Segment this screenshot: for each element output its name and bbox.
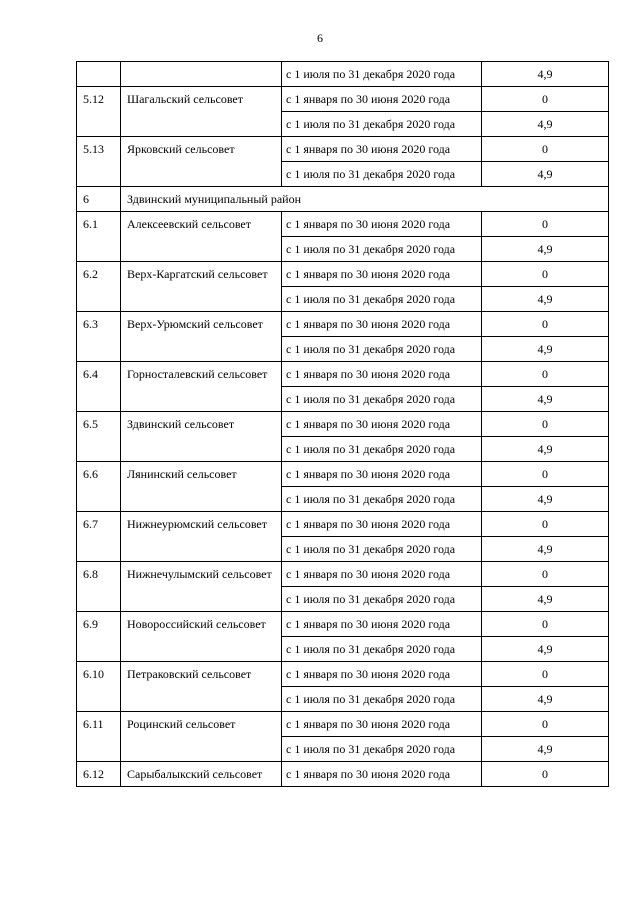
rate-cell: 4,9 [482,387,609,412]
period-cell: с 1 января по 30 июня 2020 года [282,312,482,337]
period-cell: с 1 января по 30 июня 2020 года [282,212,482,237]
code-cell: 6.9 [77,612,121,662]
rate-cell: 4,9 [482,237,609,262]
rate-cell: 0 [482,362,609,387]
rate-cell: 4,9 [482,487,609,512]
period-cell: с 1 января по 30 июня 2020 года [282,562,482,587]
period-cell: с 1 января по 30 июня 2020 года [282,762,482,787]
name-cell: Нижнечулымский сельсовет [121,562,282,612]
table-row [77,612,609,637]
rate-cell: 4,9 [482,62,609,87]
rate-cell: 0 [482,712,609,737]
table-row [77,562,609,587]
period-cell: с 1 июля по 31 декабря 2020 года [282,337,482,362]
table-row [77,662,609,687]
table-row [77,762,609,787]
name-cell: Роцинский сельсовет [121,712,282,762]
table-row [77,712,609,737]
name-cell: Горносталевский сельсовет [121,362,282,412]
code-cell: 6.5 [77,412,121,462]
rate-cell: 4,9 [482,537,609,562]
period-cell: с 1 января по 30 июня 2020 года [282,662,482,687]
code-cell: 6.2 [77,262,121,312]
rate-cell: 0 [482,87,609,112]
period-cell: с 1 января по 30 июня 2020 года [282,712,482,737]
table-row [77,512,609,537]
name-cell: Шагальский сельсовет [121,87,282,137]
name-cell: Ярковский сельсовет [121,137,282,187]
code-cell: 6.10 [77,662,121,712]
table-row [77,87,609,112]
code-cell: 6.7 [77,512,121,562]
period-cell: с 1 июля по 31 декабря 2020 года [282,737,482,762]
period-cell: с 1 июля по 31 декабря 2020 года [282,287,482,312]
period-cell: с 1 июля по 31 декабря 2020 года [282,162,482,187]
code-cell: 6.3 [77,312,121,362]
code-cell: 6.11 [77,712,121,762]
name-cell: Лянинский сельсовет [121,462,282,512]
period-cell: с 1 июля по 31 декабря 2020 года [282,62,482,87]
rate-cell: 4,9 [482,112,609,137]
rate-cell: 0 [482,762,609,787]
rayon-row [77,187,609,212]
rates-table [76,61,609,787]
table-row [77,312,609,337]
table-row [77,212,609,237]
period-cell: с 1 января по 30 июня 2020 года [282,462,482,487]
code-cell: 6.6 [77,462,121,512]
period-cell: с 1 июля по 31 декабря 2020 года [282,237,482,262]
rate-cell: 0 [482,462,609,487]
code-cell [77,62,121,87]
code-cell: 5.12 [77,87,121,137]
period-cell: с 1 января по 30 июня 2020 года [282,612,482,637]
name-cell: Алексеевский сельсовет [121,212,282,262]
name-cell: Здвинский сельсовет [121,412,282,462]
rates-table-body [77,62,609,787]
period-cell: с 1 июля по 31 декабря 2020 года [282,387,482,412]
rate-cell: 0 [482,262,609,287]
table-row [77,462,609,487]
rate-cell: 4,9 [482,637,609,662]
table-row [77,62,609,87]
rate-cell: 0 [482,562,609,587]
rate-cell: 0 [482,662,609,687]
name-cell: Нижнеурюмский сельсовет [121,512,282,562]
name-cell: Верх-Урюмский сельсовет [121,312,282,362]
name-cell: Сарыбалыкский сельсовет [121,762,282,787]
rate-cell: 4,9 [482,162,609,187]
rate-cell: 0 [482,412,609,437]
table-row [77,412,609,437]
code-cell: 6.4 [77,362,121,412]
name-cell: Верх-Каргатский сельсовет [121,262,282,312]
code-cell: 6.12 [77,762,121,787]
period-cell: с 1 января по 30 июня 2020 года [282,262,482,287]
name-cell: Новороссийский сельсовет [121,612,282,662]
period-cell: с 1 июля по 31 декабря 2020 года [282,487,482,512]
period-cell: с 1 июля по 31 декабря 2020 года [282,687,482,712]
rayon-name-cell: Здвинский муниципальный район [121,187,609,212]
code-cell: 6.1 [77,212,121,262]
period-cell: с 1 января по 30 июня 2020 года [282,362,482,387]
rayon-code-cell: 6 [77,187,121,212]
rate-cell: 4,9 [482,437,609,462]
rate-cell: 4,9 [482,587,609,612]
table-row [77,362,609,387]
period-cell: с 1 января по 30 июня 2020 года [282,87,482,112]
rate-cell: 0 [482,612,609,637]
table-row [77,262,609,287]
rate-cell: 4,9 [482,337,609,362]
name-cell: Петраковский сельсовет [121,662,282,712]
period-cell: с 1 января по 30 июня 2020 года [282,137,482,162]
name-cell [121,62,282,87]
code-cell: 5.13 [77,137,121,187]
rate-cell: 0 [482,212,609,237]
period-cell: с 1 января по 30 июня 2020 года [282,412,482,437]
page-number: 6 [317,31,323,45]
table-row [77,137,609,162]
code-cell: 6.8 [77,562,121,612]
rate-cell: 4,9 [482,687,609,712]
period-cell: с 1 июля по 31 декабря 2020 года [282,437,482,462]
rate-cell: 4,9 [482,737,609,762]
period-cell: с 1 июля по 31 декабря 2020 года [282,537,482,562]
period-cell: с 1 июля по 31 декабря 2020 года [282,637,482,662]
rate-cell: 0 [482,512,609,537]
period-cell: с 1 июля по 31 декабря 2020 года [282,587,482,612]
rate-cell: 0 [482,312,609,337]
period-cell: с 1 июля по 31 декабря 2020 года [282,112,482,137]
rate-cell: 4,9 [482,287,609,312]
period-cell: с 1 января по 30 июня 2020 года [282,512,482,537]
rate-cell: 0 [482,137,609,162]
